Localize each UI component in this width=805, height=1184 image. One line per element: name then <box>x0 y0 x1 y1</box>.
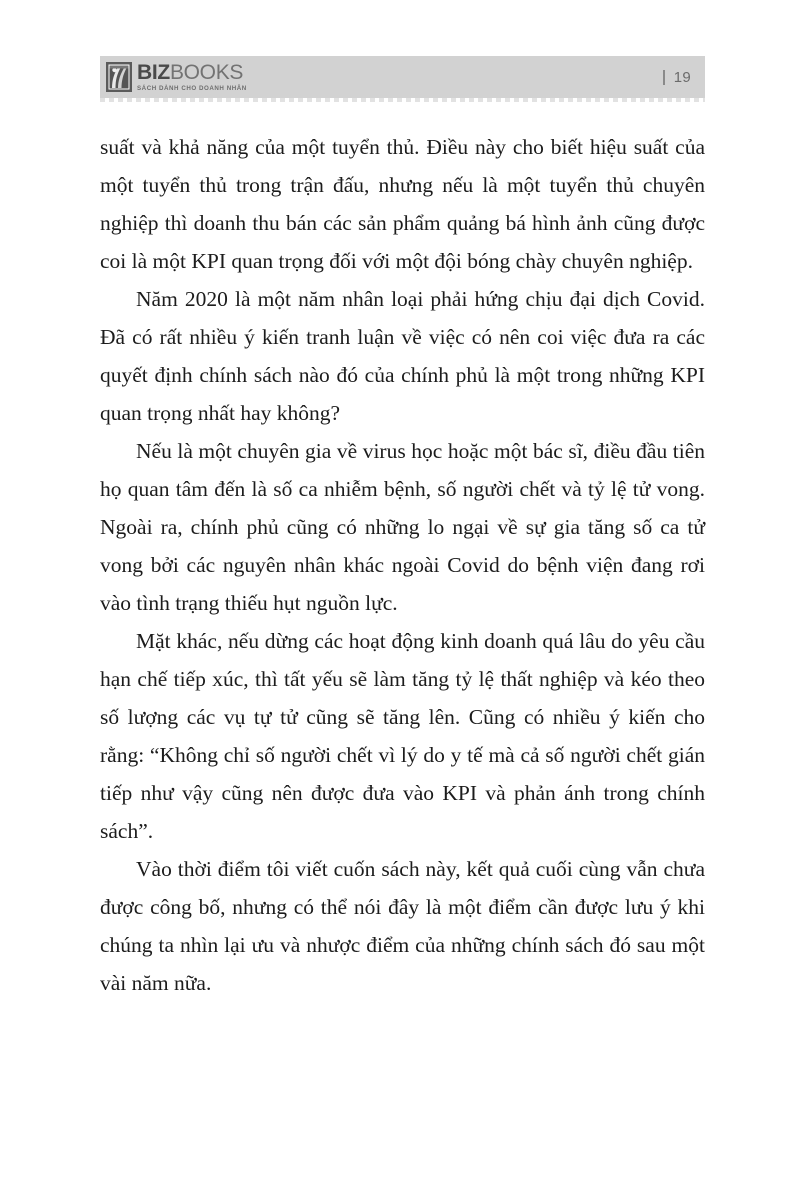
paragraph: Năm 2020 là một năm nhân loại phải hứng chịu đại dịch Covid. Đã có rất nhiều ý kiến tranh luận về việc có nên coi việc đưa ra các quyết định chính sách nào đó của chính phủ là một trong những KPI quan trọng nhất hay không? <box>100 287 705 425</box>
brand-books: BOOKS <box>169 60 244 84</box>
bizbooks-logo <box>100 62 247 92</box>
page-number-group <box>663 69 705 86</box>
paragraph: Vào thời điểm tôi viết cuốn sách này, kết quả cuối cùng vẫn chưa được công bố, nhưng có thể nói đây là một điểm cần được lưu ý khi chúng ta nhìn lại ưu và nhược điểm của những chính sách đó sau một vài năm nữa. <box>100 857 705 995</box>
body-text <box>100 128 705 1002</box>
brand-wordmark <box>137 62 247 83</box>
page-number-value: 19 <box>673 68 691 86</box>
book-emblem-icon <box>106 62 132 92</box>
brand-tagline: SÁCH DÀNH CHO DOANH NHÂN <box>137 84 247 93</box>
paragraph: Mặt khác, nếu dừng các hoạt động kinh doanh quá lâu do yêu cầu hạn chế tiếp xúc, thì tất yếu sẽ làm tăng tỷ lệ thất nghiệp và kéo theo số lượng các vụ tự tử cũng sẽ tăng lên. Cũng có nhiều ý kiến cho rằng: “Không chỉ số người chết vì lý do y tế mà cả số người chết gián tiếp như vậy cũng nên được đưa vào KPI và phản ánh trong chính sách”. <box>100 629 705 843</box>
paragraph: suất và khả năng của một tuyển thủ. Điều này cho biết hiệu suất của một tuyển thủ trong trận đấu, nhưng nếu là một tuyển thủ chuyên nghiệp thì doanh thu bán các sản phẩm quảng bá hình ảnh cũng được coi là một KPI quan trọng đối với một đội bóng chày chuyên nghiệp. <box>100 135 705 273</box>
brand-text-block <box>137 62 247 92</box>
page-number-separator <box>663 70 665 85</box>
brand-biz: BIZ <box>137 60 170 84</box>
page-header-bar <box>100 56 705 98</box>
paragraph: Nếu là một chuyên gia về virus học hoặc một bác sĩ, điều đầu tiên họ quan tâm đến là số ca nhiễm bệnh, số người chết và tỷ lệ tử vong. Ngoài ra, chính phủ cũng có những lo ngại về sự gia tăng số ca tử vong bởi các nguyên nhân khác ngoài Covid do bệnh viện đang rơi vào tình trạng thiếu hụt nguồn lực. <box>100 439 705 615</box>
